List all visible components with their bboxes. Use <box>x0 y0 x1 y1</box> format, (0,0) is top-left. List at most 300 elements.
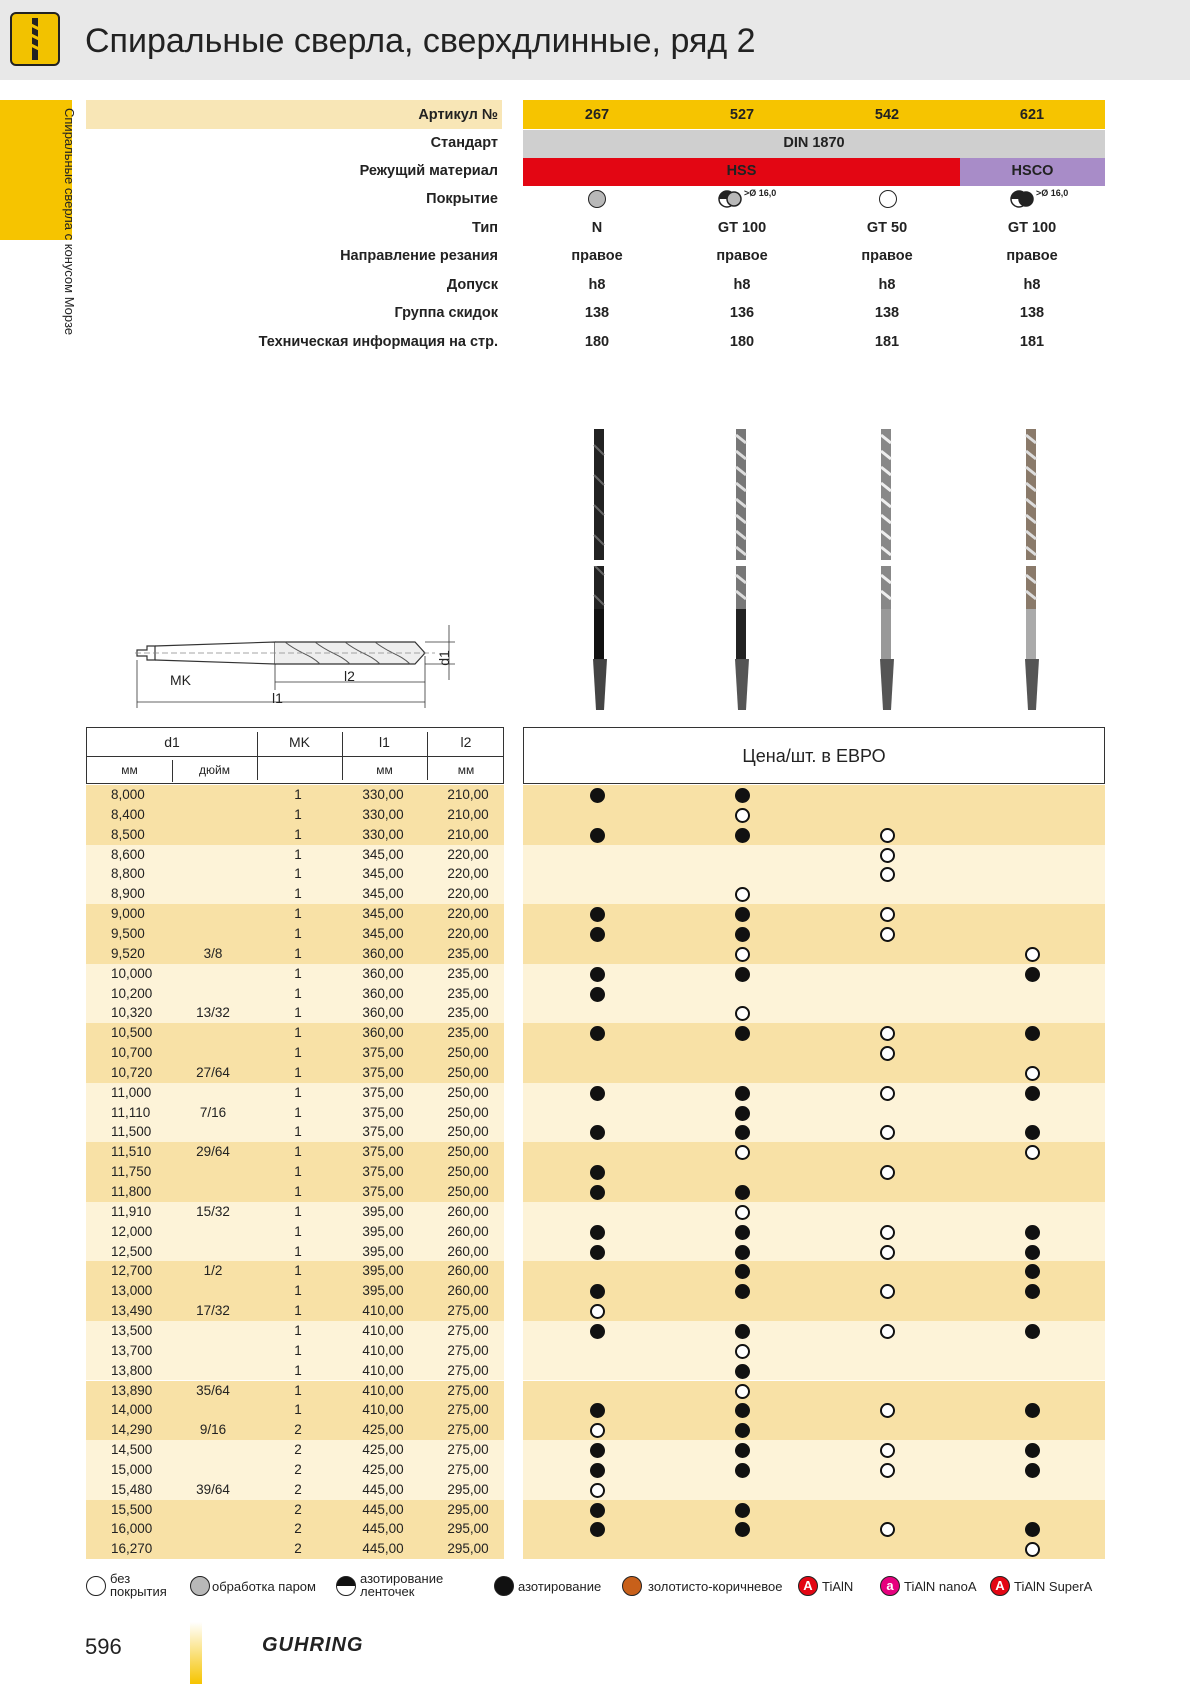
available-stock-icon[interactable] <box>735 1364 750 1379</box>
available-order-icon[interactable] <box>735 1205 750 1220</box>
cell-d1: 13,490 <box>111 1303 153 1319</box>
cell-l2: 295,00 <box>447 1521 489 1537</box>
drill-image-621 <box>1012 425 1052 715</box>
cell-mk: 1 <box>294 826 302 842</box>
section-tab-label: Спиральные сверла с конусом Морзе <box>62 108 77 336</box>
cell-mk: 1 <box>294 1144 302 1160</box>
cell-l1: 330,00 <box>362 826 404 842</box>
cell-l2: 275,00 <box>447 1382 489 1398</box>
cell-d1: 8,600 <box>111 846 145 862</box>
drill-image-542 <box>867 425 907 715</box>
cell-l2: 220,00 <box>447 925 489 941</box>
drill-image-527 <box>722 425 762 715</box>
cell-l1: 410,00 <box>362 1402 404 1418</box>
cell-d1: 16,270 <box>111 1541 153 1557</box>
available-order-icon[interactable] <box>880 1046 895 1061</box>
cell-d1: 15,500 <box>111 1501 153 1517</box>
cell-mk: 1 <box>294 866 302 882</box>
cell-mk: 1 <box>294 1322 302 1338</box>
cell-l2: 210,00 <box>447 826 489 842</box>
spec-value: 138 <box>584 305 610 321</box>
col-l2-mm: мм <box>457 763 475 777</box>
available-order-icon[interactable] <box>880 927 895 942</box>
available-order-icon[interactable] <box>735 808 750 823</box>
cell-l2: 260,00 <box>447 1243 489 1259</box>
cell-inch: 27/64 <box>196 1064 230 1080</box>
row-group-band <box>523 1261 1105 1321</box>
cell-l2: 250,00 <box>447 1124 489 1140</box>
cell-inch: 13/32 <box>196 1005 230 1021</box>
land-nitrided-icon <box>336 1576 356 1596</box>
row-group-band <box>523 1202 1105 1262</box>
spec-label: Направление резания <box>340 248 498 264</box>
cell-mk: 1 <box>294 846 302 862</box>
cell-l2: 275,00 <box>447 1303 489 1319</box>
available-stock-icon[interactable] <box>590 1225 605 1240</box>
cell-mk: 2 <box>294 1501 302 1517</box>
cell-mk: 1 <box>294 1283 302 1299</box>
available-stock-icon[interactable] <box>735 1086 750 1101</box>
available-stock-icon[interactable] <box>1025 1245 1040 1260</box>
cell-l1: 425,00 <box>362 1422 404 1438</box>
cell-mk: 1 <box>294 906 302 922</box>
cell-l1: 445,00 <box>362 1521 404 1537</box>
available-stock-icon[interactable] <box>735 828 750 843</box>
cell-mk: 1 <box>294 1203 302 1219</box>
available-order-icon[interactable] <box>1025 947 1040 962</box>
spec-value: DIN 1870 <box>783 135 845 151</box>
available-stock-icon[interactable] <box>735 1463 750 1478</box>
cell-l2: 250,00 <box>447 1084 489 1100</box>
cell-d1: 11,000 <box>111 1084 152 1100</box>
cell-l2: 235,00 <box>447 985 489 1001</box>
cell-d1: 10,720 <box>111 1064 153 1080</box>
available-stock-icon[interactable] <box>735 1245 750 1260</box>
cell-mk: 1 <box>294 1303 302 1319</box>
cell-mk: 1 <box>294 1124 302 1140</box>
spec-value: правое <box>861 248 913 264</box>
row-group-band <box>523 1023 1105 1083</box>
spec-value: h8 <box>1023 277 1041 293</box>
cell-l2: 210,00 <box>447 787 489 802</box>
cell-mk: 1 <box>294 1402 302 1418</box>
cell-inch: 15/32 <box>196 1203 230 1219</box>
cell-l1: 345,00 <box>362 925 404 941</box>
available-stock-icon[interactable] <box>735 1503 750 1518</box>
cell-mk: 1 <box>294 886 302 902</box>
available-order-icon[interactable] <box>880 1324 895 1339</box>
spec-label: Тип <box>472 220 498 236</box>
cell-d1: 15,000 <box>111 1461 153 1477</box>
cell-d1: 11,510 <box>111 1144 152 1160</box>
cell-mk: 1 <box>294 1025 302 1041</box>
cell-mk: 2 <box>294 1481 302 1497</box>
spec-label: Артикул № <box>418 107 498 123</box>
available-order-icon[interactable] <box>735 1384 750 1399</box>
available-order-icon[interactable] <box>880 828 895 843</box>
spec-label: Техническая информация на стр. <box>258 334 498 350</box>
cell-d1: 9,000 <box>111 906 145 922</box>
available-stock-icon[interactable] <box>590 927 605 942</box>
spec-value: h8 <box>878 277 896 293</box>
cell-d1: 12,700 <box>111 1263 153 1279</box>
uncoated-icon <box>879 190 897 208</box>
available-stock-icon[interactable] <box>735 1106 750 1121</box>
cell-l1: 345,00 <box>362 886 404 902</box>
cell-mk: 2 <box>294 1541 302 1557</box>
available-stock-icon[interactable] <box>735 967 750 982</box>
cell-l2: 250,00 <box>447 1104 489 1120</box>
cell-mk: 1 <box>294 1223 302 1239</box>
cell-l1: 360,00 <box>362 1005 404 1021</box>
cell-mk: 1 <box>294 787 302 802</box>
spec-value: h8 <box>588 277 606 293</box>
legend-label: азотирование <box>518 1579 602 1594</box>
available-stock-icon[interactable] <box>1025 1443 1040 1458</box>
cell-l1: 410,00 <box>362 1382 404 1398</box>
cell-l1: 425,00 <box>362 1442 404 1458</box>
row-group-band <box>523 1142 1105 1202</box>
cell-l1: 445,00 <box>362 1481 404 1497</box>
cell-l1: 345,00 <box>362 866 404 882</box>
cell-l1: 395,00 <box>362 1283 404 1299</box>
cell-inch: 3/8 <box>203 945 223 961</box>
cell-mk: 1 <box>294 1362 302 1378</box>
col-mk: MK <box>289 734 310 750</box>
cell-mk: 1 <box>294 806 302 822</box>
cell-l2: 235,00 <box>447 965 489 981</box>
cell-d1: 11,500 <box>111 1124 152 1140</box>
cell-d1: 10,320 <box>111 1005 153 1021</box>
cell-l1: 330,00 <box>362 806 404 822</box>
cell-d1: 16,000 <box>111 1521 153 1537</box>
uncoated-icon <box>86 1576 106 1596</box>
cell-l1: 425,00 <box>362 1461 404 1477</box>
spec-value: правое <box>1006 248 1058 264</box>
cell-mk: 2 <box>294 1521 302 1537</box>
spec-label: Группа скидок <box>394 305 498 321</box>
cell-l2: 275,00 <box>447 1422 489 1438</box>
cell-d1: 11,750 <box>111 1164 152 1180</box>
cell-d1: 14,000 <box>111 1402 153 1418</box>
page-number: 596 <box>85 1634 122 1659</box>
cell-l2: 275,00 <box>447 1402 489 1418</box>
available-stock-icon[interactable] <box>590 1324 605 1339</box>
cell-mk: 1 <box>294 985 302 1001</box>
available-order-icon[interactable] <box>880 1463 895 1478</box>
cell-l1: 345,00 <box>362 846 404 862</box>
drill-logo-icon <box>10 12 60 66</box>
cell-mk: 2 <box>294 1422 302 1438</box>
cell-l2: 250,00 <box>447 1064 489 1080</box>
coating-combo-icon <box>1010 190 1034 208</box>
spec-value: правое <box>571 248 623 264</box>
gold-brown-icon <box>622 1576 642 1596</box>
spec-value: HSCO <box>1011 163 1054 179</box>
cell-inch: 35/64 <box>196 1382 230 1398</box>
spec-label: Покрытие <box>426 191 498 207</box>
cell-l1: 375,00 <box>362 1184 404 1199</box>
col-d1-mm: мм <box>121 763 138 777</box>
row-group-band <box>523 1440 1105 1500</box>
drawing-label-mk: MK <box>170 672 191 688</box>
legend-label: TiAlN <box>822 1579 854 1594</box>
cell-mk: 1 <box>294 945 302 961</box>
cell-l1: 375,00 <box>362 1045 404 1061</box>
available-stock-icon[interactable] <box>735 1185 750 1200</box>
cell-d1: 10,700 <box>111 1045 153 1061</box>
cell-d1: 12,500 <box>111 1243 153 1259</box>
available-stock-icon[interactable] <box>735 1324 750 1339</box>
cell-l1: 375,00 <box>362 1084 404 1100</box>
available-stock-icon[interactable] <box>590 788 605 803</box>
steam-treated-icon <box>190 1576 210 1596</box>
col-d1-inch: дюйм <box>199 763 230 777</box>
available-stock-icon[interactable] <box>590 1463 605 1478</box>
cell-l2: 260,00 <box>447 1223 489 1239</box>
cell-inch: 1/2 <box>203 1263 223 1279</box>
available-stock-icon[interactable] <box>735 907 750 922</box>
available-order-icon[interactable] <box>880 1443 895 1458</box>
drawing-label-l1: l1 <box>272 690 283 706</box>
cell-d1: 11,110 <box>111 1104 151 1120</box>
available-stock-icon[interactable] <box>1025 1324 1040 1339</box>
spec-value: 181 <box>874 334 900 350</box>
steam-treated-icon <box>588 190 606 208</box>
cell-mk: 1 <box>294 1045 302 1061</box>
spec-value: N <box>591 220 603 236</box>
cell-d1: 13,000 <box>111 1283 153 1299</box>
cell-l2: 220,00 <box>447 846 489 862</box>
spec-value: GT 100 <box>717 220 767 236</box>
cell-inch: 9/16 <box>199 1422 227 1438</box>
cell-l2: 250,00 <box>447 1045 489 1061</box>
available-order-icon[interactable] <box>880 1245 895 1260</box>
cell-l1: 395,00 <box>362 1263 404 1279</box>
cell-mk: 1 <box>294 1005 302 1021</box>
cell-l1: 410,00 <box>362 1362 404 1378</box>
cell-d1: 10,500 <box>111 1025 153 1041</box>
row-group-band <box>523 1500 1105 1560</box>
available-order-icon[interactable] <box>590 1483 605 1498</box>
tialn-supera-icon: A <box>990 1576 1010 1596</box>
cell-d1: 8,800 <box>111 866 145 882</box>
cell-mk: 1 <box>294 925 302 941</box>
legend-label: азотирование ленточек <box>360 1571 444 1599</box>
cell-l2: 220,00 <box>447 906 489 922</box>
cell-mk: 1 <box>294 1084 302 1100</box>
cell-inch: 17/32 <box>196 1303 230 1319</box>
cell-l1: 375,00 <box>362 1104 404 1120</box>
col-l1-mm: мм <box>376 763 393 777</box>
spec-value: GT 100 <box>1007 220 1057 236</box>
cell-l2: 295,00 <box>447 1481 489 1497</box>
cell-l1: 395,00 <box>362 1203 404 1219</box>
available-order-icon[interactable] <box>1025 1066 1040 1081</box>
cell-l2: 250,00 <box>447 1164 489 1180</box>
legend-label: TiAlN SuperA <box>1014 1579 1093 1594</box>
row-group-band <box>523 1083 1105 1143</box>
available-stock-icon[interactable] <box>1025 967 1040 982</box>
cell-l1: 445,00 <box>362 1501 404 1517</box>
available-stock-icon[interactable] <box>735 1225 750 1240</box>
spec-label: Режущий материал <box>359 163 498 179</box>
cell-mk: 1 <box>294 965 302 981</box>
spec-value: правое <box>716 248 768 264</box>
available-stock-icon[interactable] <box>590 1086 605 1101</box>
cell-l2: 260,00 <box>447 1263 489 1279</box>
row-group-band <box>523 785 1105 845</box>
page-title: Спиральные сверла, сверхдлинные, ряд 2 <box>85 22 756 60</box>
spec-value: 527 <box>729 107 755 123</box>
available-stock-icon[interactable] <box>1025 1225 1040 1240</box>
col-d1: d1 <box>164 734 180 750</box>
cell-inch: 7/16 <box>199 1104 227 1120</box>
cell-l2: 235,00 <box>447 1025 489 1041</box>
available-stock-icon[interactable] <box>590 907 605 922</box>
spec-value: 136 <box>729 305 755 321</box>
available-stock-icon[interactable] <box>735 788 750 803</box>
cell-mk: 1 <box>294 1382 302 1398</box>
row-group-band <box>523 964 1105 1024</box>
price-header <box>523 727 1105 784</box>
cell-d1: 11,800 <box>111 1184 152 1199</box>
available-stock-icon[interactable] <box>590 1185 605 1200</box>
available-stock-icon[interactable] <box>1025 1463 1040 1478</box>
cell-l2: 220,00 <box>447 886 489 902</box>
cell-d1: 10,000 <box>111 965 153 981</box>
cell-mk: 2 <box>294 1442 302 1458</box>
footer-accent <box>190 1622 202 1684</box>
cell-l2: 275,00 <box>447 1362 489 1378</box>
cell-mk: 1 <box>294 1184 302 1199</box>
cell-inch: 39/64 <box>196 1481 230 1497</box>
available-stock-icon[interactable] <box>1025 1086 1040 1101</box>
spec-value: 138 <box>1019 305 1045 321</box>
cell-l2: 250,00 <box>447 1184 489 1199</box>
available-stock-icon[interactable] <box>590 1245 605 1260</box>
cell-l2: 295,00 <box>447 1501 489 1517</box>
row-group-band <box>523 904 1105 964</box>
spec-value: h8 <box>733 277 751 293</box>
cell-l1: 375,00 <box>362 1064 404 1080</box>
cell-l1: 410,00 <box>362 1303 404 1319</box>
drawing-label-l2: l2 <box>344 668 355 684</box>
cell-l2: 275,00 <box>447 1342 489 1358</box>
legend-label: обработка паром <box>212 1579 316 1594</box>
cell-d1: 10,200 <box>111 985 153 1001</box>
cell-d1: 8,500 <box>111 826 145 842</box>
cell-d1: 13,500 <box>111 1322 153 1338</box>
cell-inch: 29/64 <box>196 1144 230 1160</box>
spec-value: 542 <box>874 107 900 123</box>
cell-l1: 395,00 <box>362 1243 404 1259</box>
coating-note: >Ø 16,0 <box>744 188 777 198</box>
cell-d1: 14,290 <box>111 1422 153 1438</box>
spec-value: HSS <box>726 163 757 179</box>
available-order-icon[interactable] <box>590 1304 605 1319</box>
brand-logo: GUHRING <box>262 1634 364 1656</box>
coating-note: >Ø 16,0 <box>1036 188 1069 198</box>
cell-mk: 1 <box>294 1243 302 1259</box>
available-order-icon[interactable] <box>880 1225 895 1240</box>
cell-d1: 8,000 <box>111 787 145 802</box>
legend-label: золотисто-коричневое <box>648 1579 783 1594</box>
cell-l1: 345,00 <box>362 906 404 922</box>
spec-value: 180 <box>729 334 755 350</box>
cell-d1: 14,500 <box>111 1442 153 1458</box>
drawing-label-d1: d1 <box>435 650 452 666</box>
available-order-icon[interactable] <box>880 1086 895 1101</box>
cell-l1: 395,00 <box>362 1223 404 1239</box>
tialn-icon: A <box>798 1576 818 1596</box>
cell-mk: 1 <box>294 1164 302 1180</box>
cell-mk: 1 <box>294 1104 302 1120</box>
row-group-band <box>523 845 1105 905</box>
cell-l2: 210,00 <box>447 806 489 822</box>
available-order-icon[interactable] <box>735 947 750 962</box>
cell-d1: 13,800 <box>111 1362 153 1378</box>
cell-l2: 220,00 <box>447 866 489 882</box>
legend-label: TiAlN nanoA <box>904 1579 977 1594</box>
available-stock-icon[interactable] <box>735 1443 750 1458</box>
table-header <box>86 727 504 784</box>
available-stock-icon[interactable] <box>590 967 605 982</box>
cell-l2: 235,00 <box>447 945 489 961</box>
cell-l2: 275,00 <box>447 1322 489 1338</box>
cell-l1: 330,00 <box>362 787 404 802</box>
cell-l1: 375,00 <box>362 1144 404 1160</box>
col-l1: l1 <box>379 734 390 750</box>
spec-label: Стандарт <box>430 135 498 151</box>
spec-value: 180 <box>584 334 610 350</box>
legend-label: без покрытия <box>110 1571 167 1599</box>
cell-mk: 1 <box>294 1342 302 1358</box>
cell-l2: 250,00 <box>447 1144 489 1160</box>
available-order-icon[interactable] <box>880 848 895 863</box>
available-order-icon[interactable] <box>735 1344 750 1359</box>
cell-mk: 1 <box>294 1263 302 1279</box>
available-stock-icon[interactable] <box>590 1503 605 1518</box>
cell-l1: 360,00 <box>362 985 404 1001</box>
available-stock-icon[interactable] <box>590 1443 605 1458</box>
cell-l1: 375,00 <box>362 1124 404 1140</box>
cell-l1: 375,00 <box>362 1164 404 1180</box>
cell-l1: 360,00 <box>362 965 404 981</box>
cell-l2: 295,00 <box>447 1541 489 1557</box>
col-l2: l2 <box>460 734 472 750</box>
coating-combo-icon <box>718 190 742 208</box>
cell-l2: 235,00 <box>447 1005 489 1021</box>
cell-d1: 9,500 <box>111 925 145 941</box>
row-group-band <box>523 1381 1105 1441</box>
available-stock-icon[interactable] <box>735 927 750 942</box>
cell-l1: 410,00 <box>362 1322 404 1338</box>
cell-d1: 8,900 <box>111 886 145 902</box>
available-order-icon[interactable] <box>880 907 895 922</box>
cell-d1: 13,890 <box>111 1382 153 1398</box>
spec-value: 138 <box>874 305 900 321</box>
cell-d1: 13,700 <box>111 1342 153 1358</box>
drill-dimension-drawing <box>125 620 465 710</box>
cell-l1: 360,00 <box>362 945 404 961</box>
available-stock-icon[interactable] <box>590 987 605 1002</box>
spec-label: Допуск <box>446 277 498 293</box>
cell-d1: 9,520 <box>111 945 145 961</box>
available-stock-icon[interactable] <box>590 828 605 843</box>
row-group-band <box>523 1321 1105 1381</box>
spec-value: 621 <box>1019 107 1045 123</box>
